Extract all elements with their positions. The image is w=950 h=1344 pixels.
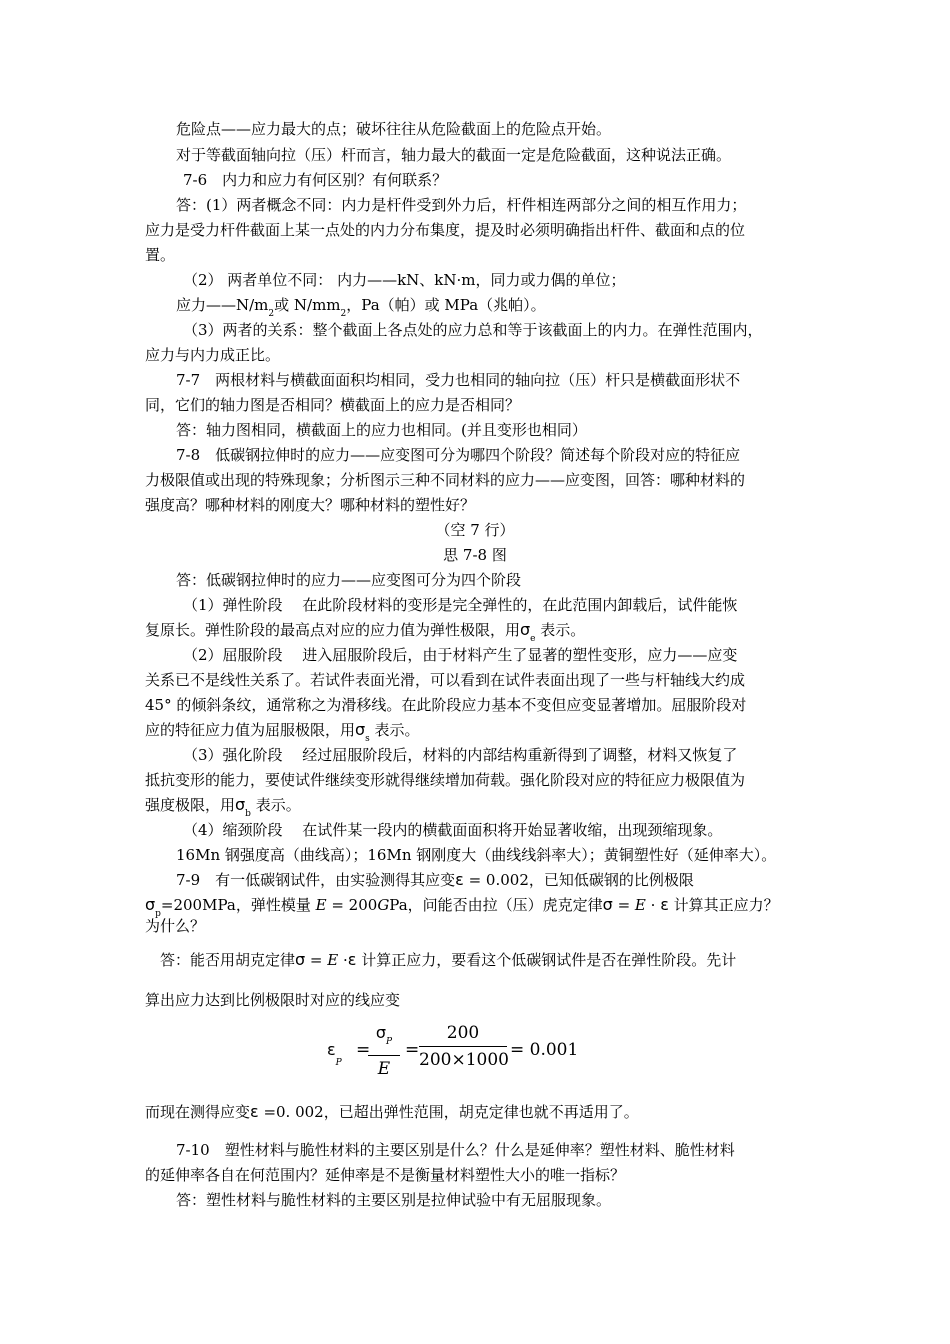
variable-G: G [377, 896, 390, 914]
epsilon-symbol: ε [660, 895, 669, 914]
paragraph-line: 为什么？ [145, 917, 206, 935]
text-span: 计算其正应力？ [668, 896, 779, 914]
question-heading [176, 870, 694, 892]
text-span: =0. 002，已超出弹性范围，胡克定律也就不再适用了。 [258, 1103, 639, 1121]
fraction-numerator: 200 [446, 1023, 480, 1043]
variable-E: E [327, 951, 339, 969]
formula-result: = 0.001 [510, 1040, 579, 1060]
fraction-denominator: 200×1000 [419, 1050, 509, 1070]
text-span: = 200 [326, 896, 378, 914]
paragraph-line [145, 795, 301, 817]
paragraph-line [145, 720, 420, 742]
subscript: b [245, 809, 251, 819]
paragraph-line: 置。 [145, 246, 176, 264]
paragraph-line: 力极限值或出现的特殊现象；分析图示三种不同材料的应力——应变图，回答：哪种材料的 [145, 471, 746, 489]
paragraph-line: 的延伸率各自在何范围内？延伸率是不是衡量材料塑性大小的唯一指标？ [145, 1166, 626, 1184]
paragraph-line: 同，它们的轴力图是否相同？横截面上的应力是否相同？ [145, 396, 521, 414]
figure-caption: 思 7-8 图 [443, 546, 507, 564]
variable-E: E [634, 896, 646, 914]
paragraph-line: 关系已不是线性关系了。若试件表面光滑，可以看到在试件表面出现了一些与杆轴线大约成 [145, 671, 746, 689]
text-span: 答：能否用胡克定律 [160, 951, 296, 969]
text-span: 应力——N/m [176, 296, 269, 314]
epsilon-symbol: ε [327, 1040, 336, 1059]
figure-placeholder: （空 7 行） [435, 521, 515, 539]
text-span: 而现在测得应变 [145, 1103, 251, 1121]
paragraph-line: （1）弹性阶段 在此阶段材料的变形是完全弹性的，在此范围内卸载后，试件能恢 [183, 596, 738, 614]
text-span: 计算正应力，要看这个低碳钢试件是否在弹性阶段。先计 [356, 951, 737, 969]
paragraph-line: 答：轴力图相同，横截面上的应力也相同。(并且变形也相同） [176, 421, 587, 439]
paragraph-line [145, 895, 779, 917]
paragraph-line: 应力与内力成正比。 [145, 346, 281, 364]
subscript: 2 [268, 309, 275, 319]
sigma-symbol: σ [145, 895, 156, 914]
variable-E: E [315, 896, 327, 914]
paragraph-line: 答：(1）两者概念不同：内力是杆件受到外力后，杆件相连两部分之间的相互作用力； [176, 196, 747, 214]
text-span: 强度极限，用 [145, 796, 236, 814]
fraction-sigma-over-E [368, 1022, 400, 1080]
text-span: 或 N/mm [274, 296, 341, 314]
paragraph-line: （4）缩颈阶段 在试件某一段内的横截面面积将开始显著收缩，出现颈缩现象。 [183, 821, 723, 839]
question-heading: 7-10 塑性材料与脆性材料的主要区别是什么？什么是延伸率？塑性材料、脆性材料 [176, 1141, 735, 1159]
question-heading: 7-8 低碳钢拉伸时的应力——应变图可分为哪四个阶段？简述每个阶段对应的特征应 [176, 446, 741, 464]
strain-formula [0, 1020, 950, 1079]
epsilon-symbol: ε [347, 950, 357, 969]
text-span: · [338, 951, 348, 969]
question-heading: 7-6 内力和应力有何区别？有何联系？ [183, 171, 448, 189]
sigma-symbol: σ [602, 895, 613, 914]
paragraph-line: 45° 的倾斜条纹，通常称之为滑移线。在此阶段应力基本不变但应变显著增加。屈服阶段对 [145, 696, 747, 714]
paragraph-line: （3）两者的关系：整个截面上各点处的应力总和等于该截面上的内力。在弹性范围内， [183, 321, 763, 339]
text-span: = [305, 951, 328, 969]
sigma-symbol: σ [520, 620, 531, 639]
equals-sign: = [405, 1040, 420, 1060]
question-heading: 7-7 两根材料与横截面面积均相同，受力也相同的轴向拉（压）杆只是横截面形状不 [176, 371, 741, 389]
sigma-symbol: σ [235, 795, 246, 814]
paragraph-line: （2） 两者单位不同： 内力——kN、kN·m，同力或力偶的单位； [183, 271, 626, 289]
fraction-bar [419, 1046, 507, 1047]
formula-lhs [327, 1040, 342, 1068]
equals-sign: = [356, 1040, 371, 1060]
paragraph-line [145, 1102, 639, 1124]
paragraph-line: 危险点——应力最大的点；破坏往往从危险截面上的危险点开始。 [176, 120, 612, 138]
text-span: 应的特征应力值为屈服极限，用 [145, 721, 356, 739]
subscript: P [335, 1058, 342, 1068]
text-span: = 0.002，已知低碳钢的比例极限 [463, 871, 694, 889]
paragraph-line: 对于等截面轴向拉（压）杆而言，轴力最大的截面一定是危险截面，这种说法正确。 [176, 146, 732, 164]
subscript: P [386, 1037, 393, 1047]
paragraph-line: 抵抗变形的能力，要使试件继续变形就得继续增加荷载。强化阶段对应的特征应力极限值为 [145, 771, 746, 789]
paragraph-line: （2）屈服阶段 进入屈服阶段后，由于材料产生了显著的塑性变形，应力——应变 [183, 646, 738, 664]
paragraph-line [176, 295, 546, 317]
fraction-numerator [368, 1022, 400, 1053]
paragraph-line: 16Mn 钢强度高（曲线高）；16Mn 钢刚度大（曲线线斜率大）；黄铜塑性好（延伸率大）。 [176, 846, 777, 864]
subscript: 2 [340, 309, 347, 319]
text-span: 复原长。弹性阶段的最高点对应的应力值为弹性极限，用 [145, 621, 521, 639]
text-span: 7-9 有一低碳钢试件，由实验测得其应变 [176, 871, 456, 889]
text-span: Pa，问能否由拉（压）虎克定律 [389, 896, 603, 914]
paragraph-line: 答：低碳钢拉伸时的应力——应变图可分为四个阶段 [176, 571, 522, 589]
paragraph-line [145, 620, 585, 642]
paragraph-line: （3）强化阶段 经过屈服阶段后，材料的内部结构重新得到了调整，材料又恢复了 [183, 746, 738, 764]
paragraph-line: 算出应力达到比例极限时对应的线应变 [145, 991, 401, 1009]
epsilon-symbol: ε [455, 870, 464, 889]
fraction-bar [368, 1055, 400, 1056]
sigma-symbol: σ [375, 1023, 387, 1042]
fraction-numeric [419, 1022, 507, 1071]
text-span: · [645, 896, 661, 914]
paragraph-line: 应力是受力杆件截面上某一点处的内力分布集度，提及时必须明确指出杆件、截面和点的位 [145, 221, 746, 239]
text-span: 表示。 [250, 796, 301, 814]
fraction-denominator: E [377, 1059, 391, 1079]
subscript: p [155, 909, 161, 919]
text-span: = [612, 896, 635, 914]
subscript: e [530, 634, 536, 644]
epsilon-symbol: ε [250, 1102, 259, 1121]
subscript: s [365, 734, 370, 744]
text-span: 表示。 [369, 721, 420, 739]
text-span: 表示。 [535, 621, 586, 639]
sigma-symbol: σ [355, 720, 366, 739]
paragraph-line: 答：塑性材料与脆性材料的主要区别是拉伸试验中有无屈服现象。 [176, 1191, 612, 1209]
text-span: ，Pa（帕）或 MPa（兆帕）。 [346, 296, 546, 314]
paragraph-line [160, 950, 736, 972]
sigma-symbol: σ [295, 950, 306, 969]
text-span: =200MPa，弹性模量 [160, 896, 316, 914]
paragraph-line: 强度高？哪种材料的刚度大？哪种材料的塑性好？ [145, 496, 476, 514]
